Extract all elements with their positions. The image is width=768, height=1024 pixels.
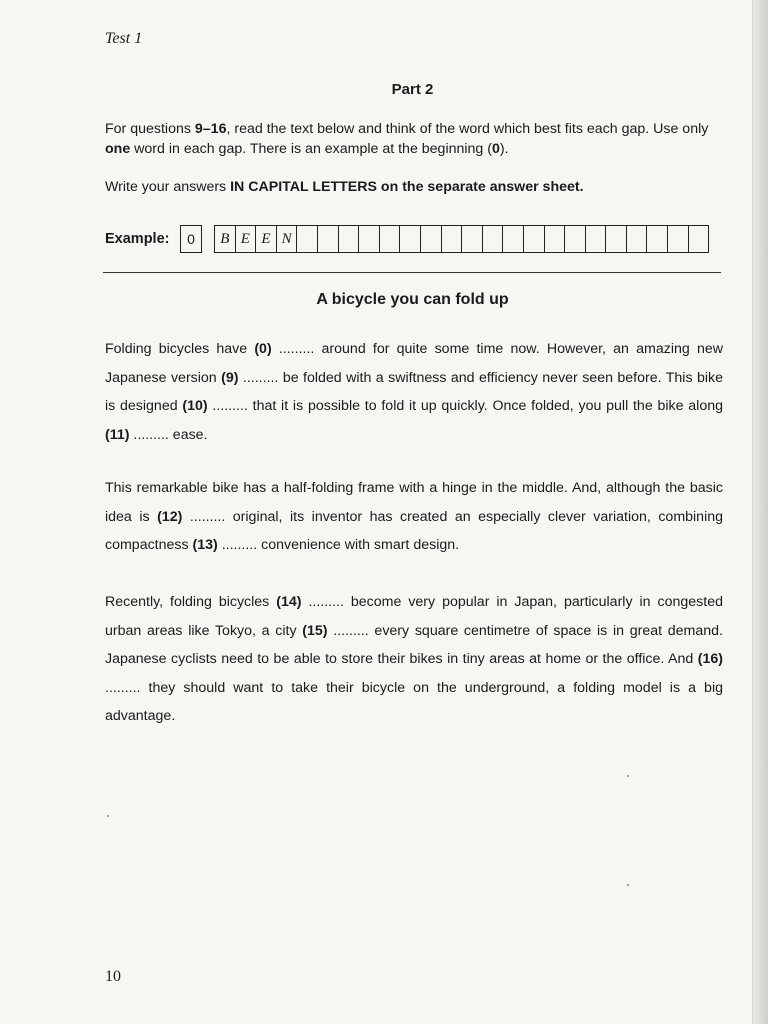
emphasis-text: 9–16 (194, 121, 227, 137)
paragraph-3 (105, 588, 723, 731)
example-answer-cell (523, 225, 545, 253)
example-answer-cells (215, 225, 709, 253)
example-answer-cell (688, 225, 710, 253)
instructions-questions (105, 119, 730, 159)
emphasis-text: (14) (276, 594, 302, 610)
text-run: Folding bicycles have (105, 341, 255, 357)
text-run: ......... they should want to take their bicycle on the underground, a folding model is a big advantage. (105, 679, 723, 725)
text-run: For questions (105, 121, 195, 137)
example-label: Example: (105, 231, 170, 247)
running-head: Test 1 (105, 30, 143, 47)
text-run: ......... be folded with a swiftness and efficiency never seen before. This bike is designed (105, 369, 724, 415)
text-title: A bicycle you can fold up (316, 291, 509, 308)
text-run: ). (499, 141, 509, 157)
example-answer-cell (296, 225, 318, 253)
example-answer-cell: E (255, 225, 277, 253)
text-run: Recently, folding bicycles (105, 594, 277, 610)
example-answer-cell (358, 225, 380, 253)
paper-speck (627, 775, 629, 777)
emphasis-text: one (105, 141, 131, 157)
emphasis-text: (9) (221, 369, 239, 386)
example-answer-cell (317, 225, 339, 253)
emphasis-text: (13) (192, 537, 218, 554)
example-answer-cell (482, 225, 504, 253)
example-answer-cell (626, 225, 648, 253)
example-answer-cell (646, 225, 668, 253)
emphasis-text: IN CAPITAL LETTERS on the separate answer sheet. (230, 179, 584, 195)
example-answer-cell: E (235, 225, 257, 253)
emphasis-text: (15) (302, 622, 328, 639)
page-edge-shadow (752, 0, 768, 1024)
emphasis-text: (16) (697, 651, 723, 668)
example-answer-cell: B (214, 225, 236, 253)
example-answer-cell (564, 225, 586, 253)
text-run: ......... ease. (129, 426, 208, 443)
paper-speck (627, 884, 629, 886)
emphasis-text: (12) (157, 508, 183, 525)
text-run: ......... every square centimetre of space is in great demand. Japanese cyclists need to be able to store their bikes in tiny areas at home or the office. And (105, 622, 723, 668)
example-answer-cell (667, 225, 689, 253)
text-run: ......... around for quite some time now. However, an amazing new Japanese version (105, 341, 723, 386)
paragraph-2 (105, 474, 723, 560)
example-answer-cell (502, 225, 524, 253)
paragraph-1 (105, 335, 723, 449)
text-run: ......... become very popular in Japan, particularly in congested urban areas like Tokyo, a city (105, 594, 723, 639)
text-run: word in each gap. There is an example at the beginning ( (130, 141, 492, 157)
text-run: , read the text below and think of the word which best fits each gap. Use only (226, 121, 709, 137)
example-answer-cell: N (276, 225, 298, 253)
text-run: ......... that it is possible to fold it up quickly. Once folded, you pull the bike along (207, 398, 723, 415)
example-answer-cell (605, 225, 627, 253)
emphasis-text: (11) (105, 426, 130, 443)
paper-speck (107, 815, 109, 817)
page-number: 10 (105, 968, 121, 985)
example-answer-cell (399, 225, 421, 253)
example-answer-cell (585, 225, 607, 253)
text-run: ......... convenience with smart design. (217, 537, 460, 554)
example-answer-cell (461, 225, 483, 253)
example-number-box: 0 (180, 225, 202, 253)
emphasis-text: 0 (491, 141, 500, 157)
example-answer-cell (379, 225, 401, 253)
text-run: Write your answers (105, 179, 231, 195)
emphasis-text: (10) (182, 398, 208, 415)
example-answer-cell (338, 225, 360, 253)
part-title: Part 2 (391, 81, 434, 98)
emphasis-text: (0) (254, 341, 272, 357)
text-run: This remarkable bike has a half-folding frame with a hinge in the middle. And, although the basic idea is (105, 480, 723, 525)
instructions-answers (105, 177, 730, 197)
text-run: ......... original, its inventor has created an especially clever variation, combining compactness (105, 508, 723, 554)
divider-rule (103, 272, 721, 273)
example-answer-cell (441, 225, 463, 253)
example-answer-cell (420, 225, 442, 253)
example-answer-cell (544, 225, 566, 253)
